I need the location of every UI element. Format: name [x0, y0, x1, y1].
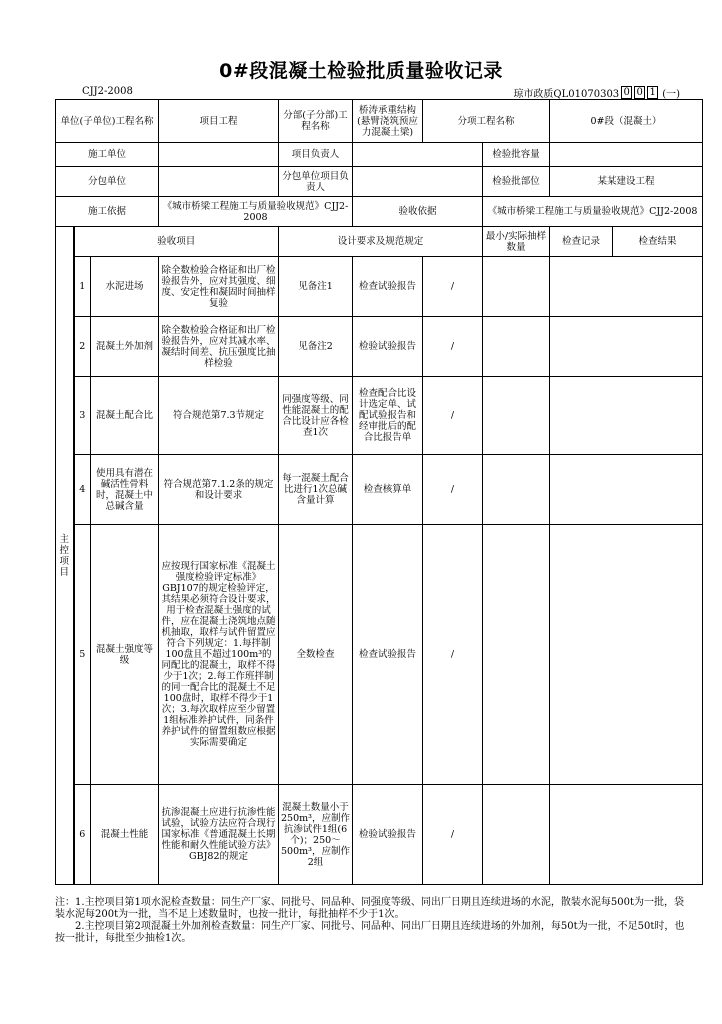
row-item: 使用具有潜在碱活性骨料时，混凝土中总碱含量 [91, 455, 159, 525]
sub-value: 桥涛承重结构(悬臂浇筑预应力混凝土梁) [353, 100, 423, 143]
section-label: 主 控 项 目 [56, 227, 74, 885]
form-number-box: 1 [647, 86, 658, 99]
row-record [483, 525, 550, 785]
contractor-value [159, 143, 279, 167]
table-row [56, 317, 703, 377]
row-sample: / [423, 317, 483, 377]
row-record [483, 377, 550, 455]
row-number: 2 [74, 317, 91, 377]
row-requirement: 符合规范第7.3节规定 [159, 377, 279, 455]
basis-label: 施工依据 [56, 197, 159, 227]
table-row [56, 455, 703, 525]
location-value: 某某建设工程 [550, 167, 703, 197]
inspection-table [55, 99, 703, 885]
row-item: 水泥进场 [91, 257, 159, 317]
note-2: 2.主控项目第2项混凝土外加剂检查数量：同生产厂家、同批号、同品种、同出厂日期且连续进场的外加剂，每50t为一批，不足50t时，也按一批计，每批至少抽检1次。 [55, 921, 685, 944]
row-requirement: 除全数检验合格证和出厂检验报告外，应对其强度、细度、安定性和凝固时间抽样复验 [159, 257, 279, 317]
row-requirement: 除全数检验合格证和出厂检验报告外，应对其减水率、凝结时间差、抗压强度比抽样检验 [159, 317, 279, 377]
row-requirement: 抗渗混凝土应进行抗渗性能试验，试验方法应符合现行国家标准《普通混凝土长期性能和耐久性能试验方法》GBJ82的规定 [159, 785, 279, 885]
row-record [483, 455, 550, 525]
row-sample: / [423, 257, 483, 317]
form-number-box: 0 [621, 86, 632, 99]
row-method: 检验试验报告 [353, 785, 423, 885]
info-row-subcontractor [56, 167, 703, 197]
row-item: 混凝土性能 [91, 785, 159, 885]
row-number: 5 [74, 525, 91, 785]
basis-value: 《城市桥梁工程施工与质量验收规范》CJJ2-2008 [159, 197, 353, 227]
table-row [56, 257, 703, 317]
table-row [56, 785, 703, 885]
row-record [483, 257, 550, 317]
info-row-basis [56, 197, 703, 227]
notes [55, 897, 685, 945]
row-design: 全数检查 [279, 525, 353, 785]
row-requirement: 符合规范第7.1.2条的规定和设计要求 [159, 455, 279, 525]
row-result [550, 785, 703, 885]
unit-value: 项目工程 [159, 100, 279, 143]
pm-value [353, 143, 483, 167]
row-result [550, 525, 703, 785]
row-sample: / [423, 455, 483, 525]
col-result: 检查结果 [613, 227, 703, 257]
row-number: 1 [74, 257, 91, 317]
row-sample: / [423, 377, 483, 455]
row-method: 检查试验报告 [353, 525, 423, 785]
row-design: 混凝土数量小于250m³，应制作抗渗试件1组(6个)；250～500m³，应制作2组 [279, 785, 353, 885]
contractor-label: 施工单位 [56, 143, 159, 167]
note-1: 注：1.主控项目第1项水泥检查数量：同生产厂家、同批号、同品种、同强度等级、同出厂日期且连续进场的水泥，散装水泥每500t为一批，袋装水泥每200t为一批，当不足上述数量时，也按一批计，每批抽样不少于1次。 [55, 897, 685, 920]
sub-label: 分部(子分部)工程名称 [279, 100, 353, 143]
form-suffix: (一) [662, 89, 680, 100]
standard-code: CJJ2-2008 [82, 86, 133, 97]
form-number [513, 85, 680, 100]
location-label: 检验批部位 [483, 167, 550, 197]
row-design: 同强度等级、同性能混凝土的配合比设计应各检查1次 [279, 377, 353, 455]
capacity-label: 检验批容量 [483, 143, 550, 167]
row-number: 4 [74, 455, 91, 525]
row-result [550, 317, 703, 377]
col-sample: 最小/实际抽样数量 [483, 227, 550, 257]
accept-basis-value: 《城市桥梁工程施工与质量验收规范》CJJ2-2008 [483, 197, 703, 227]
form-prefix: 琼市政质QL01070303 [513, 89, 620, 100]
row-method: 检查试验报告 [353, 257, 423, 317]
subcontractor-label: 分包单位 [56, 167, 159, 197]
row-result [550, 257, 703, 317]
row-number: 3 [74, 377, 91, 455]
row-item: 混凝土配合比 [91, 377, 159, 455]
row-design: 见备注2 [279, 317, 353, 377]
info-row-contractor [56, 143, 703, 167]
form-number-box: 0 [634, 86, 645, 99]
row-sample: / [423, 525, 483, 785]
row-requirement: 应按现行国家标准《混凝土强度检验评定标准》GBJ107的规定检验评定，其结果必须符合设计要求，用于检查混凝土强度的试件，应在混凝土浇筑地点随机抽取，取样与试件留置应符合下列规定：1.每拌制100盘且不超过100m³的同配比的混凝土，取样不得少于1次；2.每工作班拌制的同一配合比的混凝土不足100盘时，取样不得少于1次；3.每次取样应至少留置1组标准养护试件，同条件养护试件的留置组数应根据实际需要确定 [159, 525, 279, 785]
row-design: 见备注1 [279, 257, 353, 317]
col-record: 检查记录 [550, 227, 613, 257]
capacity-value [550, 143, 703, 167]
row-record [483, 785, 550, 885]
row-item: 混凝土外加剂 [91, 317, 159, 377]
page-title: 0#段混凝土检验批质量验收记录 [219, 60, 503, 82]
row-result [550, 455, 703, 525]
unit-label: 单位(子单位)工程名称 [56, 100, 159, 143]
row-method: 检查核算单 [353, 455, 423, 525]
row-result [550, 377, 703, 455]
item-value: 0#段（混凝土） [550, 100, 703, 143]
col-item: 验收项目 [74, 227, 279, 257]
item-label: 分项工程名称 [423, 100, 550, 143]
row-record [483, 317, 550, 377]
row-method: 检查配合比设计选定单、试配试验报告和经审批后的配合比报告单 [353, 377, 423, 455]
row-sample: / [423, 785, 483, 885]
row-method: 检验试验报告 [353, 317, 423, 377]
column-header-row [56, 227, 703, 257]
table-row [56, 525, 703, 785]
pm-label: 项目负责人 [279, 143, 353, 167]
sub-pm-value [353, 167, 483, 197]
table-row [56, 377, 703, 455]
subcontractor-value [159, 167, 279, 197]
col-requirement: 设计要求及规范规定 [279, 227, 483, 257]
row-number: 6 [74, 785, 91, 885]
info-row-unit [56, 100, 703, 143]
sub-pm-label: 分包单位项目负责人 [279, 167, 353, 197]
row-design: 每一混凝土配合比进行1次总碱含量计算 [279, 455, 353, 525]
accept-basis-label: 验收依据 [353, 197, 483, 227]
row-item: 混凝土强度等级 [91, 525, 159, 785]
